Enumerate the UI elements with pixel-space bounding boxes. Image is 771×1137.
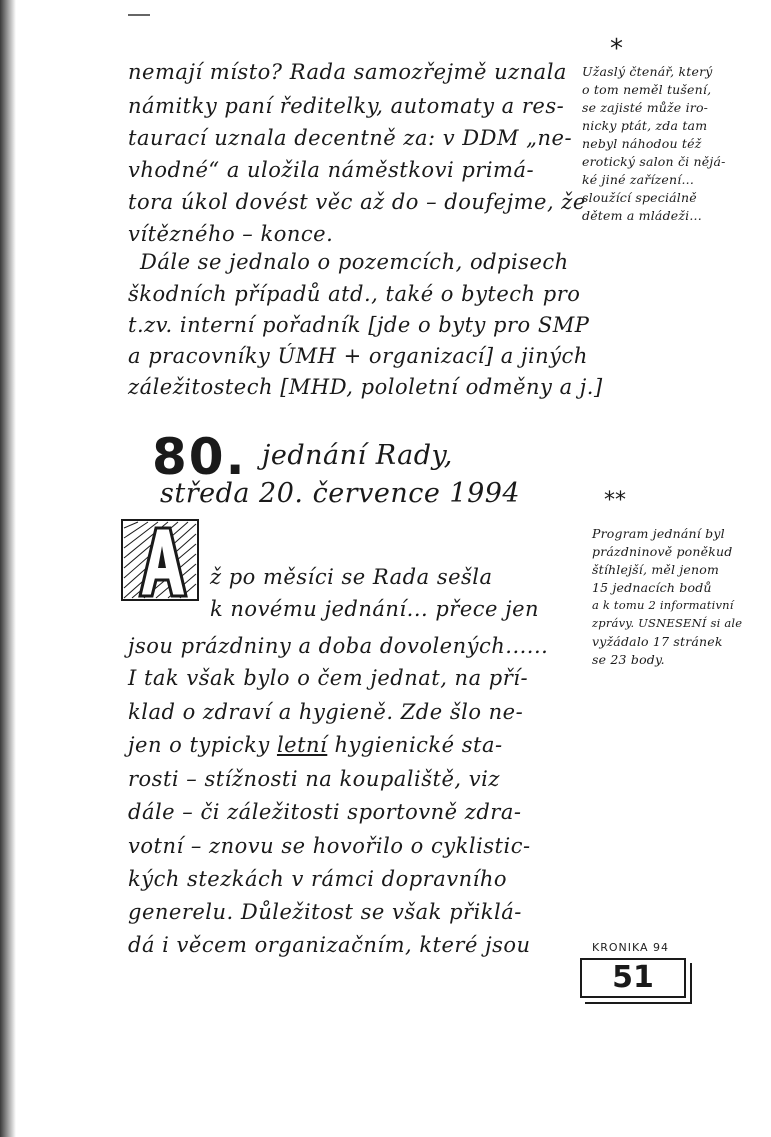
text-line: rosti – stížnosti na koupaliště, viz [128, 767, 500, 791]
sidenote-line: o tom neměl tušení, [582, 82, 712, 97]
sidenote-line: nebyl náhodou též [582, 136, 702, 151]
sidenote-line: zprávy. USNESENÍ si ale [592, 616, 743, 630]
text-line: tora úkol dovést věc až do – doufejme, že [128, 190, 586, 214]
session-title: jednání Rady, [262, 440, 453, 471]
sidenote-line: se zajisté může iro- [582, 100, 709, 115]
text-line: Dále se jednalo o pozemcích, odpisech [140, 250, 569, 274]
sidenote-line: prázdninově poněkud [592, 544, 733, 559]
sidenote-line: dětem a mládeži... [582, 208, 702, 223]
text-line: generelu. Důležitost se však přiklá- [128, 900, 522, 924]
sidenote-line: nicky ptát, zda tam [582, 118, 708, 133]
text-line: I tak však bylo o čem jednat, na pří- [128, 666, 529, 690]
text-line: kých stezkách v rámci dopravního [128, 867, 507, 891]
text-line: jen o typicky letní hygienické sta- [128, 733, 503, 757]
text-line: dále – či záležitosti sportovně zdra- [128, 800, 522, 824]
text-line: taurací uznala decentně za: v DDM „ne- [128, 126, 573, 150]
text-line: záležitostech [MHD, pololetní odměny a j.] [128, 375, 603, 399]
sidenote-line: se 23 body. [592, 652, 665, 667]
page-number: 51 [612, 960, 654, 995]
sidenote-line: Program jednání byl [592, 526, 725, 541]
sidenote-line: 15 jednacích bodů [592, 580, 712, 595]
sidenote-line: erotický salon či nějá- [582, 154, 726, 169]
asterisk-marker: ** [604, 488, 626, 513]
sidenote-line: štíhlejší, měl jenom [592, 562, 720, 577]
page-number-box [580, 958, 686, 998]
text-line: votní – znovu se hovořilo o cyklistic- [128, 834, 531, 858]
sidenote-line: vyžádalo 17 stránek [592, 634, 723, 649]
text-line: námitky paní ředitelky, automaty a res- [128, 94, 565, 118]
text-line: klad o zdraví a hygieně. Zde šlo ne- [128, 700, 524, 724]
text-line: škodních případů atd., také o bytech pro [128, 282, 581, 306]
text-line: a pracovníky ÚMH + organizací] a jiných [128, 344, 588, 368]
sidenote-line: sloužící speciálně [582, 190, 697, 205]
asterisk-marker: * [610, 34, 623, 64]
text-line: nemají místo? Rada samozřejmě uznala [128, 60, 567, 84]
text-line: k novému jednání... přece jen [210, 597, 540, 621]
top-mark [128, 14, 150, 16]
session-date: středa 20. července 1994 [160, 478, 521, 509]
book-gutter-shadow [0, 0, 16, 1137]
text-line: vítězného – konce. [128, 222, 334, 246]
sidenote-line: a k tomu 2 informativní [592, 598, 734, 612]
text-line: ž po měsíci se Rada sešla [210, 565, 493, 589]
session-number: 80. [152, 428, 247, 486]
text-line: dá i věcem organizačním, které jsou [128, 933, 531, 957]
dropcap-illustration [118, 516, 202, 604]
chronicle-label: KRONIKA 94 [592, 941, 670, 954]
sidenote-line: ké jiné zařízení... [582, 172, 695, 187]
text-line: vhodné“ a uložila náměstkovi primá- [128, 158, 535, 182]
text-line: t.zv. interní pořadník [jde o byty pro SMP [128, 313, 590, 337]
text-line: jsou prázdniny a doba dovolených...... [128, 634, 549, 658]
underlined-word: letní [276, 733, 328, 757]
sidenote-line: Užaslý čtenář, který [582, 64, 713, 79]
